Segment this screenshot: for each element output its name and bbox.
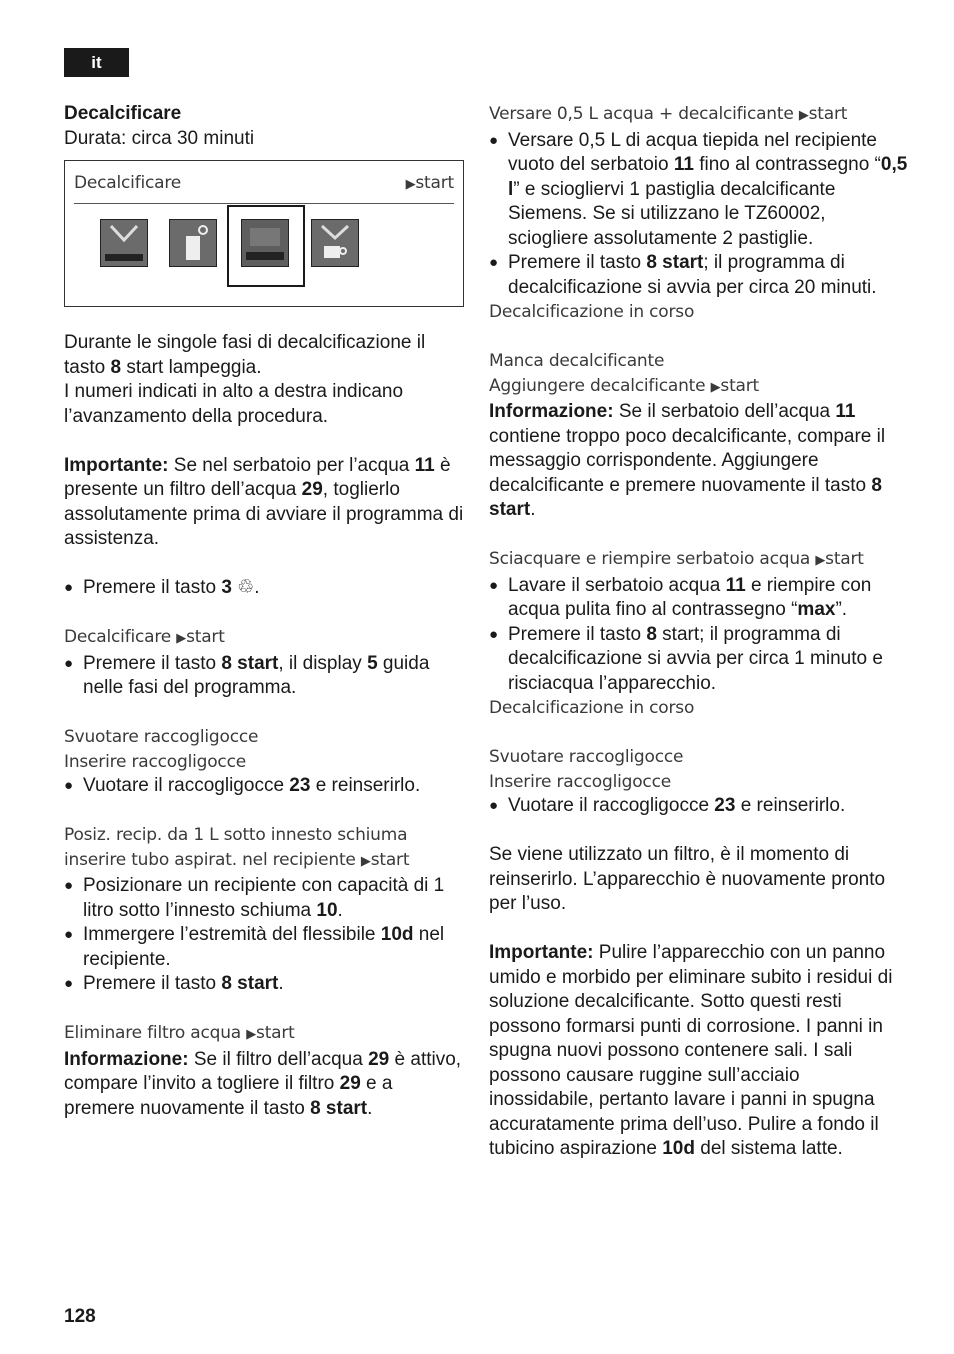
section-heading: Decalcificare — [64, 103, 182, 124]
display-inserire-2: Inserire raccogligocce — [489, 771, 671, 792]
display-posiz: Posiz. recip. da 1 L sotto innesto schiuma — [64, 825, 408, 845]
info-filter: Informazione: Se il filtro dell’acqua 29 è attivo, compare l’invito a togliere il filtro 29 e a premere nuovamente il tasto 8 start. — [64, 1048, 462, 1119]
bullet-press-start-2: ● Premere il tasto 8 start. — [64, 972, 464, 997]
display-start: ▶start — [405, 173, 454, 193]
bullet-hose: ● Immergere l’estremità del flessibile 10d nel recipiente. — [64, 923, 464, 972]
play-icon: ▶ — [798, 108, 809, 123]
bullet-wash-tank: ● Lavare il serbatoio acqua 11 e riempire con acqua pulita fino al contrassegno “max”. — [489, 574, 909, 623]
cup-icon — [311, 219, 359, 267]
display-aggiungere: Aggiungere decalcificante ▶start — [489, 375, 760, 396]
descale-icon: ♲. — [231, 577, 260, 598]
important-clean: Importante: Pulire l’apparecchio con un panno umido e morbido per eliminare subito i residui di soluzione decalcificante. Sotto questi resti possono formarsi punti di corrosione. I panni in spugna nuovi possono contenere sali. I sali possono causare ruggine sull’acciaio inossidabile, pertanto lavare i panni in spugna accuratamente prima dell’uso. Pulire a fondo il tubicino aspirazione 10d del sistema latte. — [489, 942, 893, 1159]
bullet-drip-tray-2: ● Vuotare il raccogligocce 23 e reinserirlo. — [489, 794, 909, 819]
coffee-machine-icon — [100, 219, 148, 267]
display-decalcificare: Decalcificare ▶start — [64, 627, 225, 647]
display-title: Decalcificare — [74, 173, 182, 193]
machine-rinse-icon — [241, 219, 289, 267]
info-descaler: Informazione: Se il serbatoio dell’acqua 11 contiene troppo poco decalcificante, compare il messaggio corrispondente. Aggiungere decalcificante e premere nuovamente il tasto 8 start. — [489, 401, 886, 520]
bullet-press-start: ● Premere il tasto 8 start, il display 5 guida nelle fasi del programma. — [64, 652, 464, 701]
bullet-press-start-1min: ● Premere il tasto 8 start; il programma di decalcificazione si avvia per circa 1 minuto e risciacqua l’apparecchio. — [489, 623, 909, 697]
progress-info: I numeri indicati in alto a destra indicano l’avanzamento della procedura. — [64, 381, 404, 427]
page-number: 128 — [64, 1306, 96, 1327]
bullet-pour-water: ● Versare 0,5 L di acqua tiepida nel recipiente vuoto del serbatoio 11 fino al contrassegno “0,5 l” e sciogliervi 1 pastiglia decalcificante Siemens. Se si utilizzano le TZ60002, sciogliere assolutamente 2 pastiglie. — [489, 129, 909, 252]
display-in-corso: Decalcificazione in corso — [489, 302, 695, 322]
bullet-container: ● Posizionare un recipiente con capacità di 1 litro sotto l’innesto schiuma 10. — [64, 874, 464, 923]
display-manca: Manca decalcificante — [489, 351, 665, 371]
display-svuotare-2: Svuotare raccogligocce — [489, 747, 684, 767]
display-panel — [64, 160, 464, 307]
display-inserire: Inserire raccogligocce — [64, 751, 246, 772]
play-icon: ▶ — [360, 853, 371, 869]
display-panel-header — [74, 169, 454, 204]
display-in-corso-2: Decalcificazione in corso — [489, 698, 695, 718]
bullet-drip-tray: ● Vuotare il raccogligocce 23 e reinserirlo. — [64, 774, 464, 799]
display-inserire-tubo: inserire tubo aspirat. nel recipiente ▶start — [64, 849, 410, 870]
filter-reinsert-text: Se viene utilizzato un filtro, è il momento di reinserirlo. L’apparecchio è nuovamente pronto per l’uso. — [489, 844, 886, 914]
language-tab: it — [64, 48, 129, 77]
play-icon: ▶ — [405, 177, 416, 192]
play-icon: ▶ — [176, 631, 187, 646]
bullet-press-3: ● Premere il tasto 3 ♲. — [64, 576, 464, 601]
left-column — [64, 102, 464, 1121]
right-column — [489, 102, 909, 1162]
play-icon: ▶ — [246, 1027, 257, 1042]
duration-text: Durata: circa 30 minuti — [64, 127, 255, 149]
play-icon: ▶ — [815, 553, 826, 568]
bullet-press-start-20min: ● Premere il tasto 8 start; il programma di decalcificazione si avvia per circa 20 minuti. — [489, 251, 909, 300]
play-icon: ▶ — [710, 379, 721, 395]
important-note: Importante: Se nel serbatoio per l’acqua 11 è presente un filtro dell’acqua 29, toglierlo assolutamente prima di avviare il programma di assistenza. — [64, 454, 464, 549]
milk-glass-icon — [169, 219, 217, 267]
blink-info: Durante le singole fasi di decalcificazione il tasto 8 start lampeggia. — [64, 332, 426, 378]
display-sciacquare: Sciacquare e riempire serbatoio acqua ▶start — [489, 549, 864, 569]
display-versare: Versare 0,5 L acqua + decalcificante ▶start — [489, 104, 848, 124]
display-eliminare-filtro: Eliminare filtro acqua ▶start — [64, 1023, 295, 1043]
display-svuotare: Svuotare raccogligocce — [64, 727, 259, 747]
